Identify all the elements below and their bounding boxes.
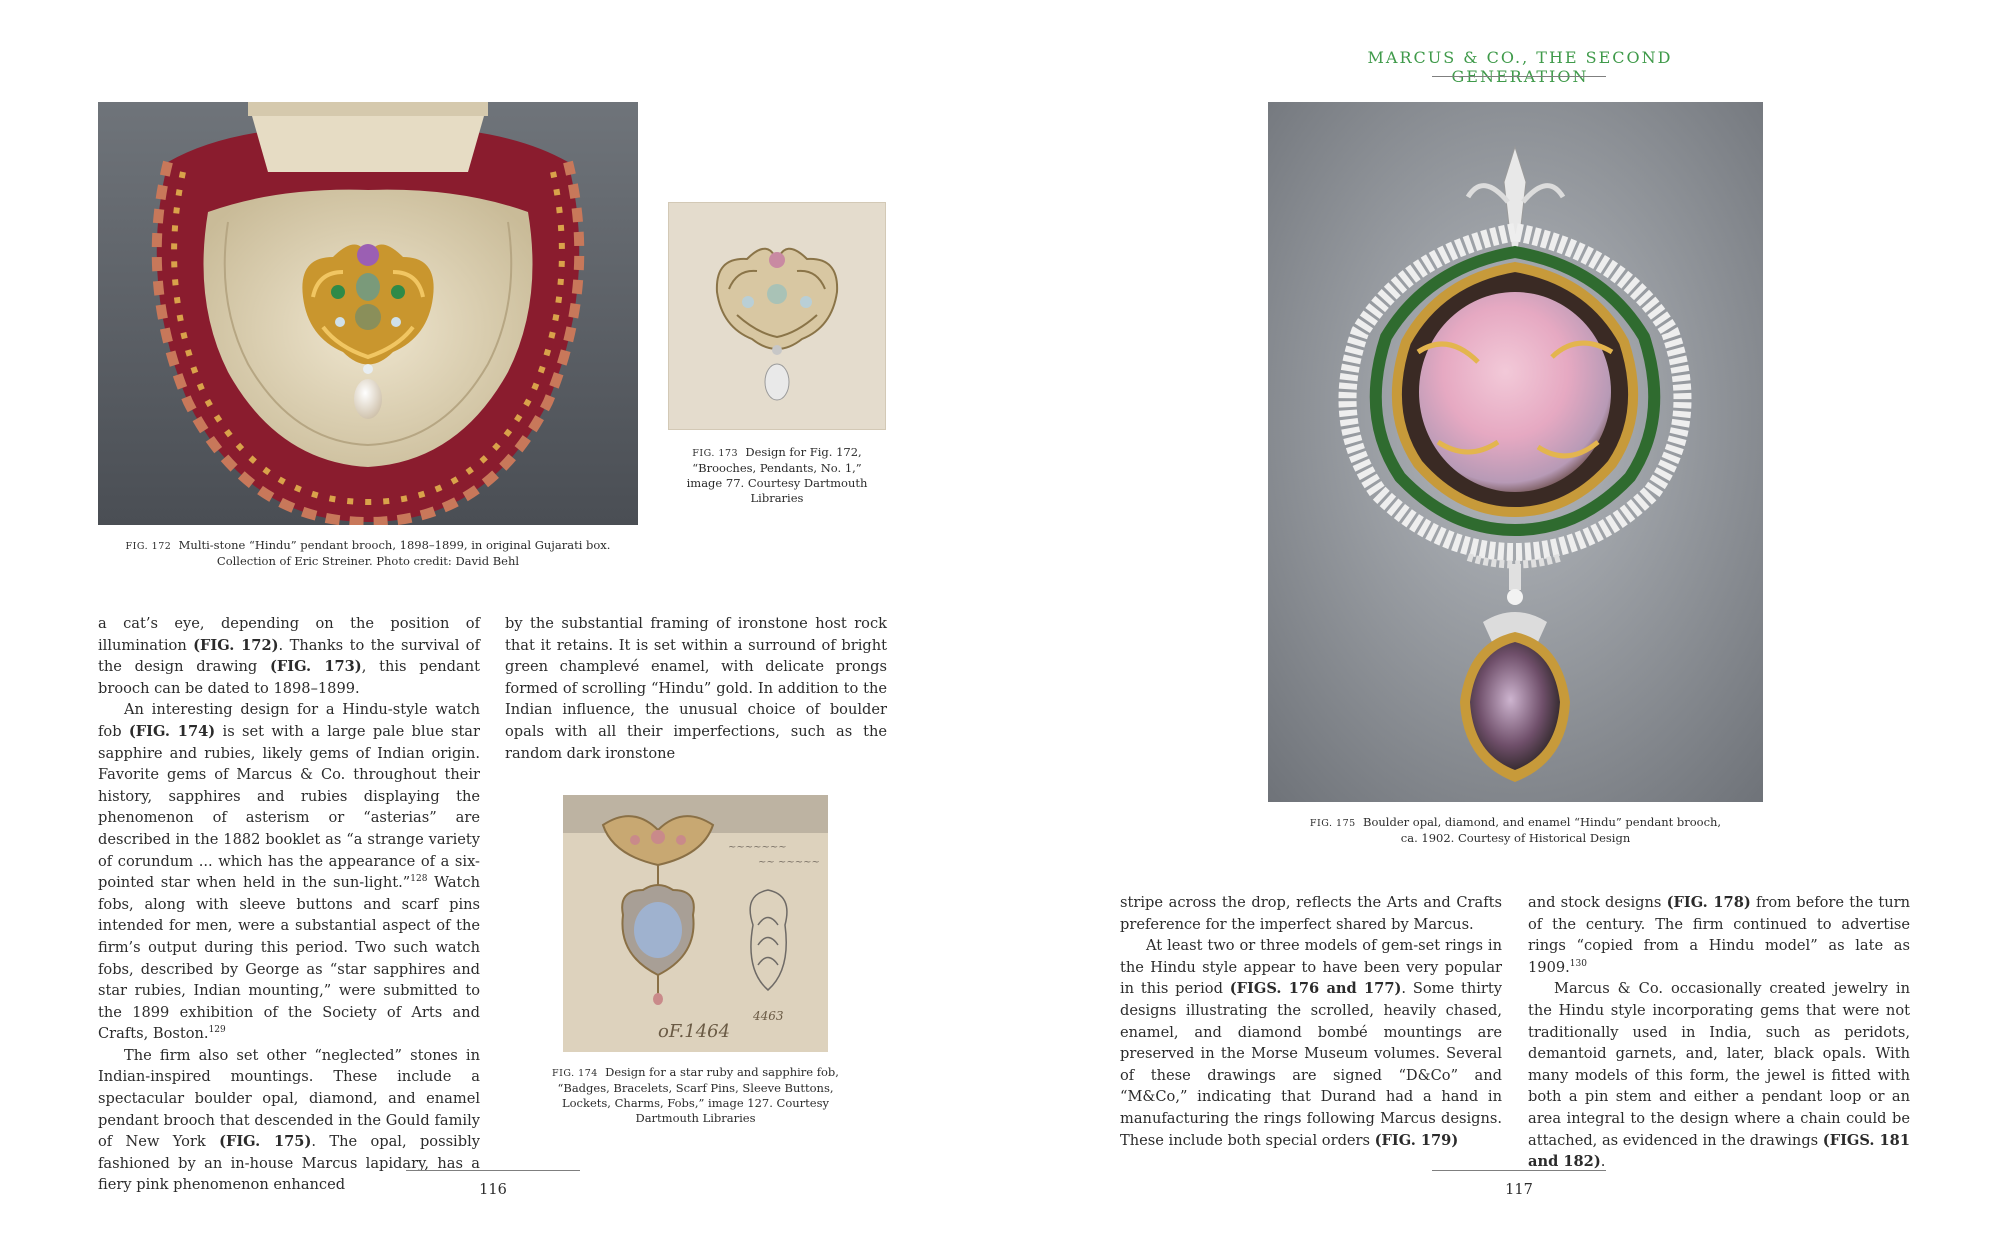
col3-paragraph-1: stripe across the drop, reflects the Arts and Crafts preference for the imperfect shared by Marcus.	[1120, 894, 1502, 933]
fig-174-image	[563, 795, 828, 1052]
fig-173-caption-line2: “Brooches, Pendants, No. 1,”	[692, 461, 862, 475]
fig-172-image	[98, 102, 638, 525]
fig-173-caption-line4: Libraries	[750, 491, 804, 505]
fig-ref: (FIG. 175)	[219, 1133, 312, 1151]
svg-text:~~~~~~~: ~~~~~~~	[728, 842, 787, 853]
right-folio-rule	[1432, 1170, 1606, 1171]
right-column-2	[1528, 892, 1910, 1173]
running-head-rule	[1432, 76, 1606, 77]
right-column-1	[1120, 892, 1502, 1151]
fig-ref: (FIG. 179)	[1374, 1131, 1459, 1149]
col2-paragraph-1: by the substantial framing of ironstone host rock that it retains. It is set within a surround of bright green champlevé enamel, with delicate prongs formed of scrolling “Hindu” gold. In addition to the Indian influence, the unusual choice of boulder opals with all their imperfections, such as the random dark ironstone	[505, 615, 887, 762]
fig-174-caption-line3: Lockets, Charms, Fobs,” image 127. Courtesy	[562, 1096, 829, 1110]
fig-173-caption	[668, 445, 886, 506]
fig-175-caption-line2: ca. 1902. Courtesy of Historical Design	[1400, 831, 1631, 845]
fig-172-number: FIG. 172	[125, 541, 172, 552]
endnote-marker: 130	[1569, 958, 1587, 969]
fig-ref: (FIG. 178)	[1666, 894, 1751, 911]
endnote-marker: 128	[410, 874, 428, 885]
fig-175-number: FIG. 175	[1309, 818, 1356, 829]
left-column-2	[505, 613, 887, 764]
fig-172-caption-line1: Multi-stone “Hindu” pendant brooch, 1898–1899, in original Gujarati box.	[178, 538, 611, 552]
running-head: MARCUS & CO., THE SECOND GENERATION	[1367, 48, 1673, 86]
fig-174-caption-line2: “Badges, Bracelets, Scarf Pins, Sleeve Buttons,	[557, 1081, 834, 1095]
col1-paragraph-2: An interesting design for a Hindu-style watch fob (FIG. 174) is set with a large pale blue star sapphire and rubies, likely gems of Indian origin. Favorite gems of Marcus & Co. throughout their history, sapphires and rubies displaying the phenomenon of asterism or “asterias” are described in the 1882 booklet as “a strange variety of corundum ... which has the appearance of a six-pointed star when held in the sun-light.”$^{128}$ Watch fobs, along with sleeve buttons and scarf pins intended for men, were a substantial aspect of the firm’s output during this period. Two such watch fobs, described by George as “star sapphires and star rubies, Indian mounting,” were submitted to the 1899 exhibition of the Society of Arts and Crafts, Boston.$^{129}$	[98, 701, 480, 1043]
left-folio-rule	[406, 1170, 580, 1171]
right-page-number: 117	[1505, 1182, 1533, 1198]
fig-173-caption-line3: image 77. Courtesy Dartmouth	[686, 476, 868, 490]
fig-172-caption-line2: Collection of Eric Streiner. Photo credit: David Behl	[216, 554, 520, 568]
fig-172-caption	[98, 538, 638, 569]
col1-paragraph-3: The firm also set other “neglected” stones in Indian-inspired mountings. These include a spectacular boulder opal, diamond, and enamel pendant brooch that descended in the Gould family of New York (FIG. 175). The opal, possibly fashioned by an in-house Marcus lapidary, has a fiery pink phenomenon enhanced	[98, 1046, 480, 1194]
fig-ref: (FIGS. 181 and 182)	[1528, 1131, 1910, 1171]
fig-175-image	[1268, 102, 1763, 802]
fig-174-caption-line1: Design for a star ruby and sapphire fob,	[605, 1065, 839, 1079]
left-column-1	[98, 613, 480, 1196]
fig-173-number: FIG. 173	[692, 448, 739, 459]
col3-paragraph-2: At least two or three models of gem-set rings in the Hindu style appear to have been very popular in this period (FIGS. 176 and 177). Some thirty designs illustrating the scrolled, heavily chased, enamel, and diamond bombé mountings are preserved in the Morse Museum volumes. Several of these drawings are signed “D&Co” and “M&Co,” indicating that Durand had a hand in manufacturing the rings following Marcus designs. These include both special orders (FIG. 179)	[1120, 937, 1503, 1149]
col1-paragraph-1: a cat’s eye, depending on the position of illumination (FIG. 172). Thanks to the survival of the design drawing (FIG. 173), this pendant brooch can be dated to 1898–1899.	[98, 615, 480, 697]
left-page-number: 116	[479, 1182, 507, 1198]
endnote-marker: 129	[208, 1025, 226, 1036]
col4-paragraph-2: Marcus & Co. occasionally created jewelry in the Hindu style incorporating gems that were not traditionally used in India, such as peridots, demantoid garnets, and, later, black opals. With many models of this form, the jewel is fitted with both a pin stem and either a pendant loop or an area integral to the design where a chain could be attached, as evidenced in the drawings (FIGS. 181 and 182).	[1528, 980, 1910, 1171]
fig-174-caption-line4: Dartmouth Libraries	[635, 1111, 756, 1125]
fig-ref: (FIG. 173)	[270, 658, 362, 676]
svg-text:~~ ~~~~~: ~~ ~~~~~	[758, 857, 820, 868]
fig-173-image	[668, 202, 886, 430]
fig-174-annotation-number: 4463	[753, 1009, 784, 1023]
fig-174-number: FIG. 174	[552, 1068, 598, 1079]
fig-ref: (FIG. 172)	[193, 636, 279, 654]
col4-paragraph-1: and stock designs (FIG. 178) from before the turn of the century. The firm continued to advertise rings “copied from a Hindu model” as late as 1909.$^{130}$	[1528, 894, 1910, 976]
fig-175-caption	[1268, 815, 1763, 846]
fig-ref: (FIGS. 176 and 177)	[1229, 980, 1402, 998]
fig-173-caption-line1: Design for Fig. 172,	[745, 445, 862, 459]
fig-174-annotation-code: oF.1464	[658, 1021, 731, 1042]
fig-175-caption-line1: Boulder opal, diamond, and enamel “Hindu” pendant brooch,	[1363, 815, 1722, 829]
fig-174-caption	[548, 1065, 843, 1126]
fig-ref: (FIG. 174)	[128, 722, 216, 740]
